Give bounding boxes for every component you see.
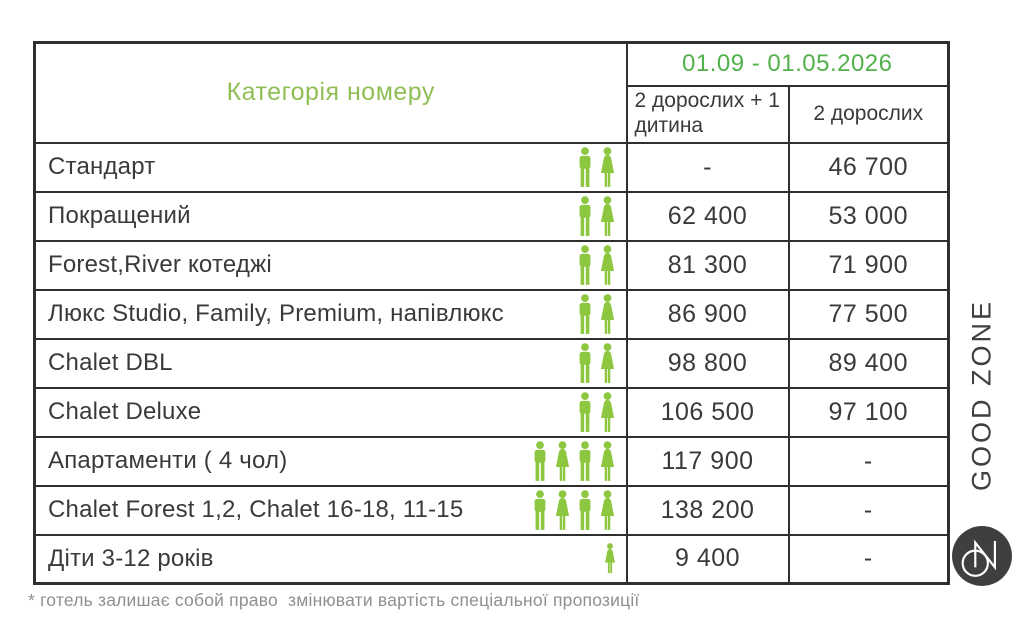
table-row <box>35 535 949 584</box>
price-table <box>33 41 950 585</box>
man-icon <box>531 490 549 531</box>
occupancy-icons <box>576 245 618 286</box>
occupancy-icons <box>576 392 618 433</box>
footnote: * готель залишає собой право змінювати вартість спеціальної пропозиції <box>28 590 640 610</box>
man-icon <box>576 441 594 482</box>
man-icon <box>576 196 594 237</box>
child-icon <box>602 543 618 574</box>
price-2-adults: - <box>789 437 949 486</box>
woman-icon <box>597 245 618 286</box>
man-icon <box>531 441 549 482</box>
good-zone-logo-icon <box>951 525 1013 587</box>
category-column-header: Категорія номеру <box>35 43 627 143</box>
man-icon <box>576 343 594 384</box>
price-2-adults-1-child: 9 400 <box>627 535 789 584</box>
woman-icon <box>597 490 618 531</box>
occupancy-icons <box>576 196 618 237</box>
occupancy-icons <box>602 543 618 574</box>
price-2-adults: 97 100 <box>789 388 949 437</box>
price-2-adults: 71 900 <box>789 241 949 290</box>
woman-icon <box>597 147 618 188</box>
man-icon <box>576 147 594 188</box>
woman-icon <box>597 441 618 482</box>
price-2-adults: - <box>789 535 949 584</box>
room-category-label: Апартаменти ( 4 чол) <box>48 447 288 474</box>
room-category-label: Діти 3-12 років <box>48 544 214 572</box>
room-category-label: Стандарт <box>48 153 156 180</box>
price-2-adults: 77 500 <box>789 290 949 339</box>
table-row <box>35 339 949 388</box>
occupancy-icons <box>531 490 618 531</box>
woman-icon <box>597 294 618 335</box>
occupancy-icons <box>576 294 618 335</box>
price-2-adults: - <box>789 486 949 535</box>
table-row <box>35 192 949 241</box>
man-icon <box>576 392 594 433</box>
price-2-adults-1-child: 138 200 <box>627 486 789 535</box>
price-2-adults: 53 000 <box>789 192 949 241</box>
table-row <box>35 437 949 486</box>
price-2-adults-1-child: 81 300 <box>627 241 789 290</box>
room-category-label: Forest,River котеджі <box>48 251 272 278</box>
price-2-adults-1-child: 117 900 <box>627 437 789 486</box>
table-row <box>35 143 949 192</box>
price-2-adults: 46 700 <box>789 143 949 192</box>
woman-icon <box>597 196 618 237</box>
woman-icon <box>552 441 573 482</box>
column-header-2-adults-1-child: 2 дорослих + 1 дитина <box>627 86 789 143</box>
room-category-label: Люкс Studio, Family, Premium, напівлюкс <box>48 300 504 327</box>
room-category-label: Chalet Deluxe <box>48 398 202 425</box>
price-2-adults-1-child: 98 800 <box>627 339 789 388</box>
price-2-adults-1-child: 86 900 <box>627 290 789 339</box>
price-2-adults: 89 400 <box>789 339 949 388</box>
table-row <box>35 486 949 535</box>
room-category-label: Chalet Forest 1,2, Chalet 16-18, 11-15 <box>48 496 464 523</box>
room-category-label: Покращений <box>48 202 191 229</box>
room-category-label: Chalet DBL <box>48 349 173 376</box>
price-table-body <box>35 43 949 584</box>
table-row <box>35 290 949 339</box>
column-header-2-adults: 2 дорослих <box>789 86 949 143</box>
woman-icon <box>597 392 618 433</box>
logo-wordmark: GOOD ZONE <box>966 299 997 492</box>
price-2-adults-1-child: 106 500 <box>627 388 789 437</box>
season-header: 01.09 - 01.05.2026 <box>627 43 949 86</box>
price-2-adults-1-child: - <box>627 143 789 192</box>
woman-icon <box>552 490 573 531</box>
price-2-adults-1-child: 62 400 <box>627 192 789 241</box>
man-icon <box>576 490 594 531</box>
table-row <box>35 241 949 290</box>
man-icon <box>576 294 594 335</box>
woman-icon <box>597 343 618 384</box>
man-icon <box>576 245 594 286</box>
occupancy-icons <box>576 343 618 384</box>
occupancy-icons <box>576 147 618 188</box>
occupancy-icons <box>531 441 618 482</box>
table-row <box>35 388 949 437</box>
